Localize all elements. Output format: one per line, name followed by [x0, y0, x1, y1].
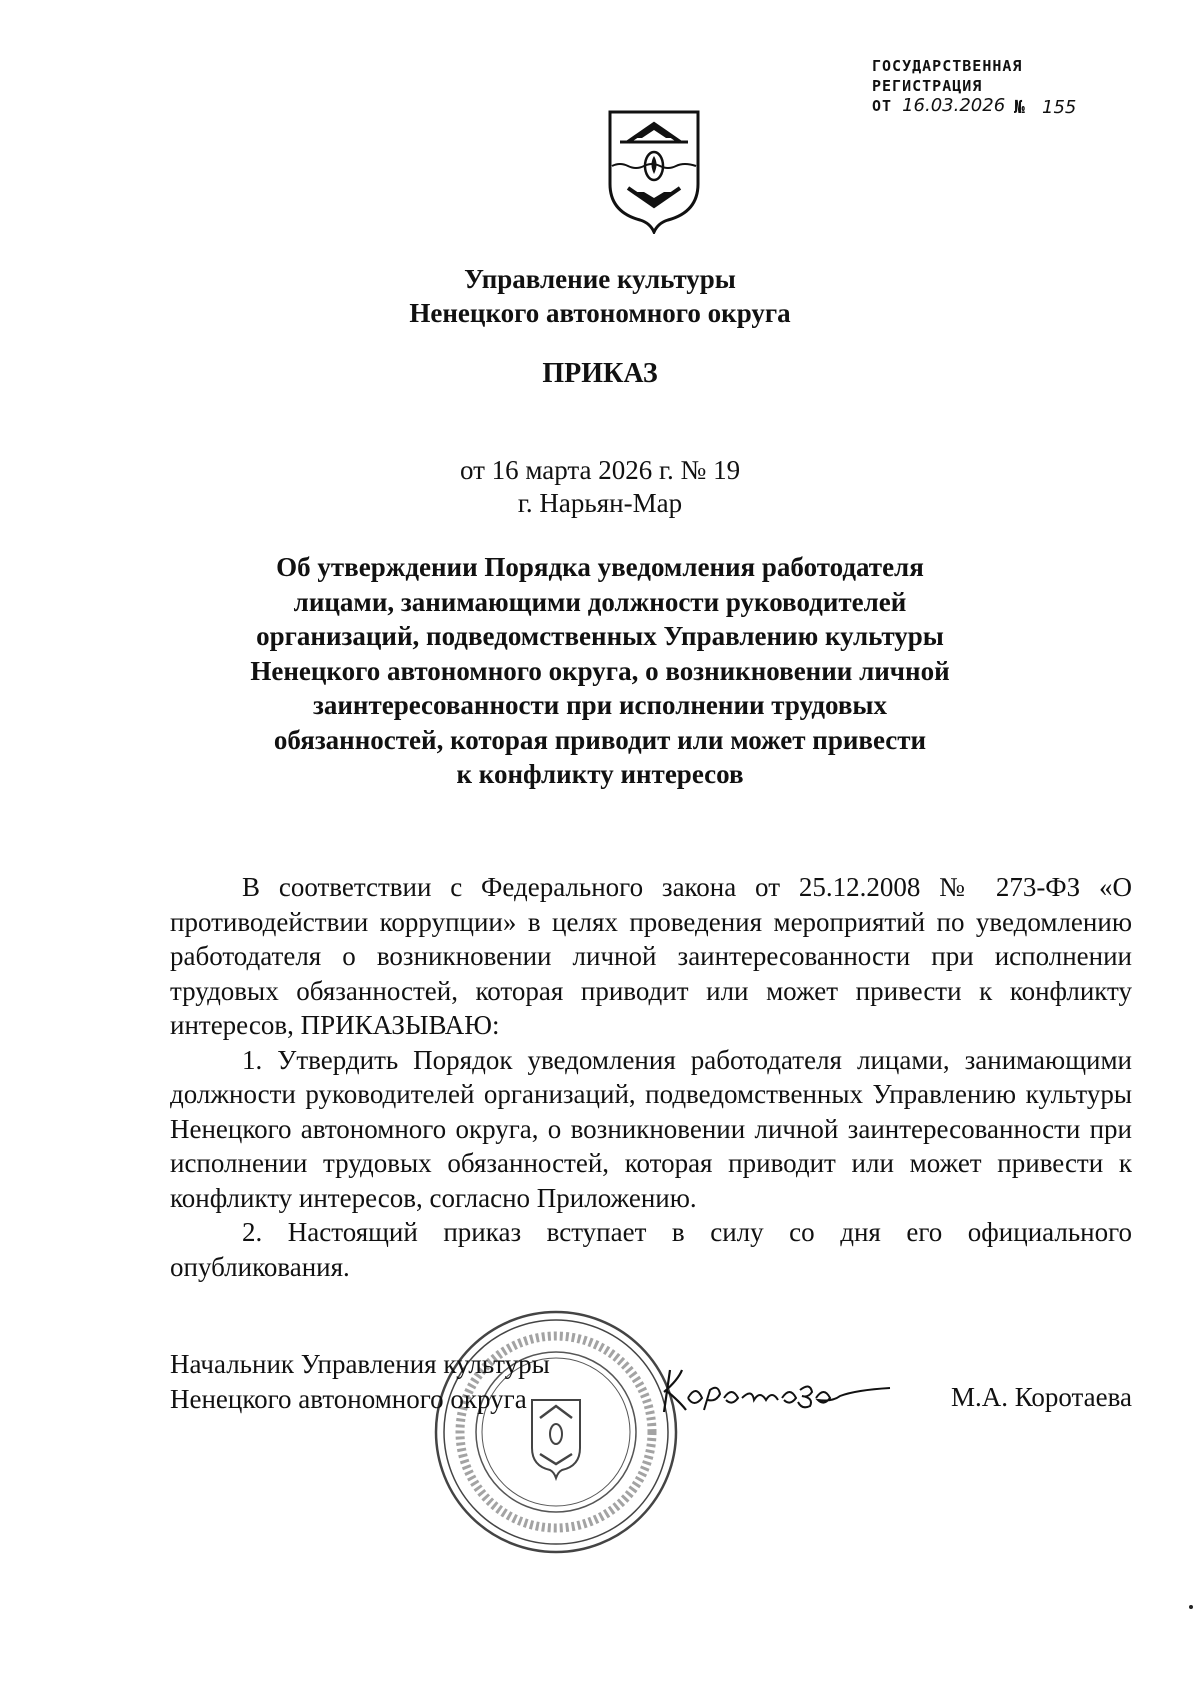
- organization-name: [0, 262, 1200, 330]
- organization-line2: Ненецкого автономного округа: [409, 298, 791, 328]
- official-seal-icon: [432, 1308, 680, 1556]
- registration-number: 155: [1042, 97, 1077, 118]
- order-item-2: 2. Настоящий приказ вступает в силу со дня его официального опубликования.: [170, 1217, 1132, 1282]
- subject-line: заинтересованности при исполнении трудовых: [312, 690, 888, 720]
- registration-stamp: [872, 56, 1077, 118]
- registration-line1: ГОСУДАРСТВЕННАЯ: [872, 57, 1023, 75]
- document-place: г. Нарьян-Мар: [517, 488, 683, 518]
- subject-line: к конфликту интересов: [456, 759, 744, 789]
- organization-line1: Управление культуры: [464, 264, 736, 294]
- subject-line: Ненецкого автономного округа, о возникновении личной: [250, 655, 950, 686]
- subject-line: обязанностей, которая приводит или может привести: [273, 724, 927, 755]
- subject-line: лицами, занимающими должности руководителей: [293, 586, 907, 617]
- registration-number-sign: №: [1014, 97, 1026, 118]
- scan-speck: [1189, 1605, 1193, 1609]
- preamble-paragraph: В соответствии с Федерального закона от 25.12.2008 № 273-ФЗ «О противодействии коррупции» в целях проведения мероприятий по уведомлению работодателя о возникновении личной заинтересованности при исполнении трудовых обязанностей, которая приводит или может привести к конфликту интересов, ПРИКАЗЫВАЮ:: [170, 872, 1132, 1040]
- handwritten-signature-icon: [660, 1362, 900, 1418]
- document-date: от 16 марта 2026 г. № 19: [459, 455, 741, 485]
- document-subject: [0, 550, 1200, 792]
- registration-date-prefix: ОТ: [872, 97, 893, 115]
- document-date-block: [0, 454, 1200, 520]
- signatory-name: М.А. Коротаева: [950, 1382, 1132, 1412]
- registration-line2: РЕГИСТРАЦИЯ: [872, 77, 983, 95]
- subject-line: организаций, подведомственных Управлению культуры: [256, 621, 944, 651]
- document-type: ПРИКАЗ: [542, 358, 658, 389]
- document-body: [170, 870, 1132, 1284]
- signatory-title: [170, 1347, 550, 1416]
- coat-of-arms-icon: [606, 108, 702, 234]
- signatory-title-line1: Начальник Управления культуры: [170, 1349, 550, 1379]
- registration-date-line: [872, 96, 1022, 116]
- order-item-1: 1. Утвердить Порядок уведомления работодателя лицами, занимающими должности руководителей организаций, подведомственных Управлению культуры Ненецкого автономного округа, о возникновении личной заинтересованности при исполнении трудовых обязанностей, которая приводит или может привести к конфликту интересов, согласно Приложению.: [170, 1044, 1132, 1213]
- subject-line: Об утверждении Порядка уведомления работодателя: [276, 552, 924, 582]
- registration-date: 16.03.2026: [902, 95, 1006, 116]
- signatory-title-line2: Ненецкого автономного округа: [170, 1383, 527, 1414]
